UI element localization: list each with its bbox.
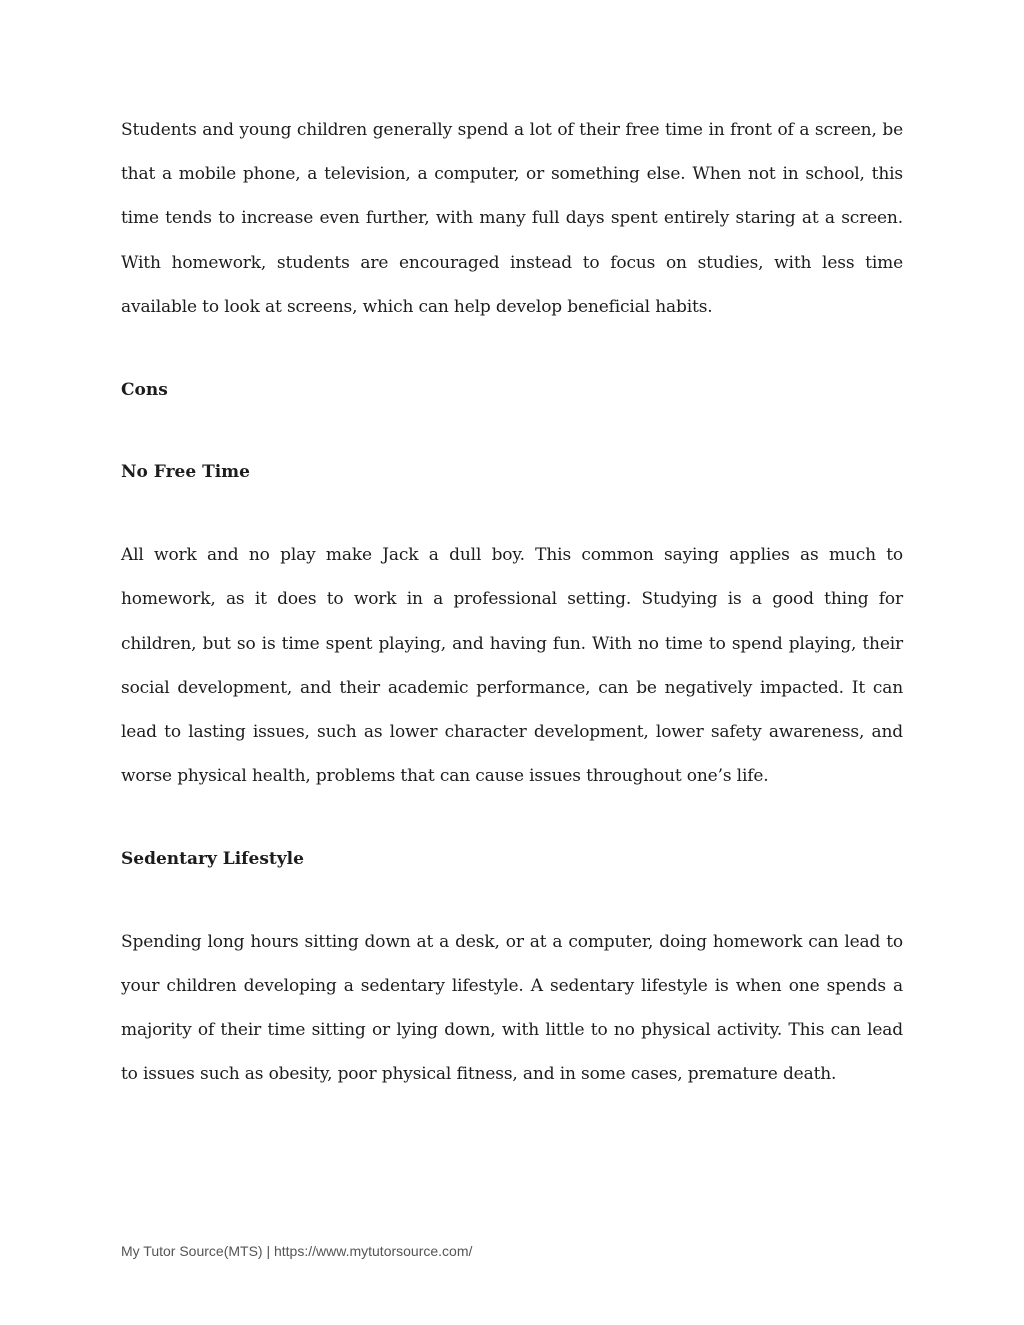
document-content	[121, 108, 903, 1097]
subsection-body-sedentary-lifestyle: Spending long hours sitting down at a desk, or at a computer, doing homework can lead to your children developing a sedentary lifestyle. A sedentary lifestyle is when one spends a majority of their time sitting or lying down, with little to no physical activity. This can lead to issues such as obesity, poor physical fitness, and in some cases, premature death.	[121, 931, 903, 1085]
subsection-heading-sedentary-lifestyle: Sedentary Lifestyle	[121, 849, 304, 870]
subsection-body-no-free-time: All work and no play make Jack a dull boy. This common saying applies as much to homework, as it does to work in a professional setting. Studying is a good thing for children, but so is time spent playing, and having fun. With no time to spend playing, their social development, and their academic performance, can be negatively impacted. It can lead to lasting issues, such as lower character development, lower safety awareness, and worse physical health, problems that can cause issues throughout one’s life.	[121, 545, 903, 787]
page-footer: My Tutor Source(MTS) | https://www.mytutorsource.com/	[121, 1243, 473, 1259]
subsection-heading-no-free-time: No Free Time	[121, 462, 250, 483]
section-heading-cons: Cons	[121, 379, 168, 400]
intro-paragraph: Students and young children generally spend a lot of their free time in front of a screen, be that a mobile phone, a television, a computer, or something else. When not in school, this time tends to increase even further, with many full days spent entirely staring at a screen. With homework, students are encouraged instead to focus on studies, with less time available to look at screens, which can help develop beneficial habits.	[121, 120, 903, 317]
